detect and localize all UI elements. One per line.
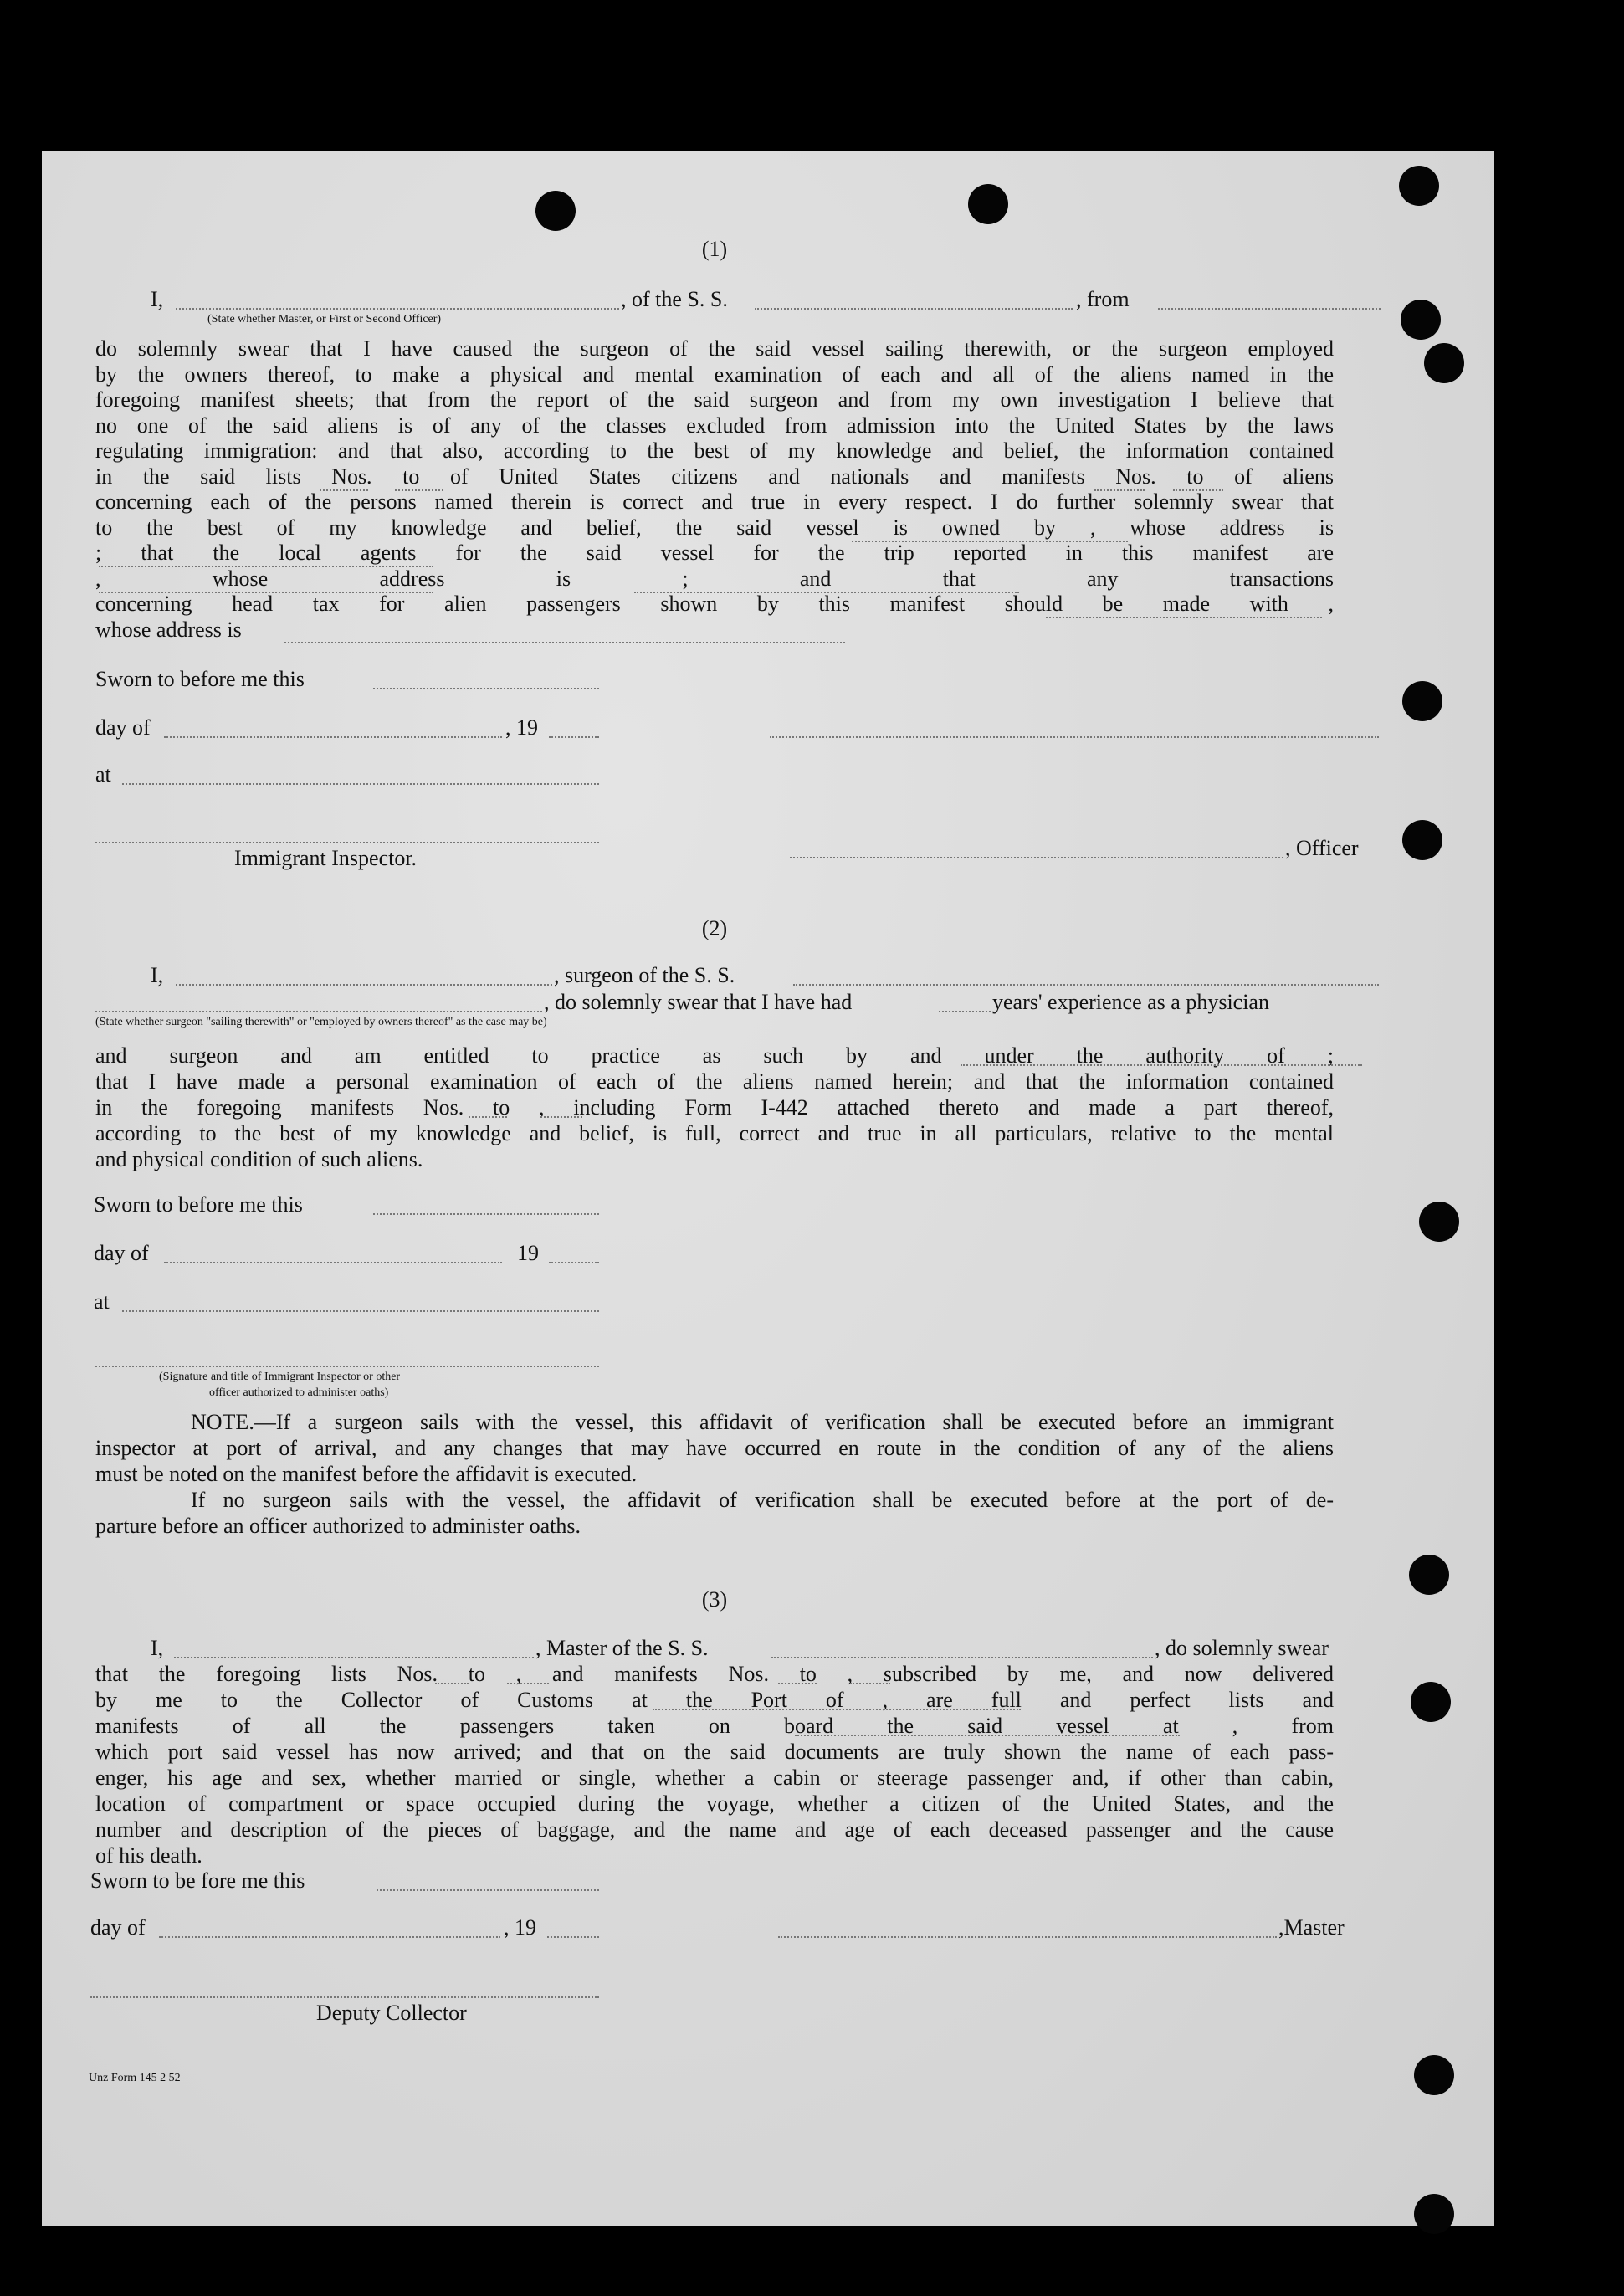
s3-master-name-field[interactable] — [174, 1657, 534, 1658]
s3-sworn-label: Sworn to be fore me this — [90, 1868, 305, 1893]
s3-master-signature-line[interactable] — [778, 1936, 1277, 1938]
punch-hole-right-5 — [1402, 820, 1442, 860]
s1-para-line: by the owners thereof, to make a physical and mental examination of each and all of the aliens named in the — [95, 361, 1334, 387]
s3-year-field[interactable] — [547, 1936, 599, 1938]
s3-deputy-label: Deputy Collector — [316, 2001, 467, 2025]
s1-from-label: , from — [1076, 287, 1130, 311]
note-line: inspector at port of arrival, and any changes that may have occurred en route in the condition of any of the aliens — [95, 1436, 1334, 1460]
s3-para-line: of his death. — [95, 1843, 202, 1868]
s1-head-tax-party-field[interactable] — [1046, 617, 1322, 618]
s2-note-1 — [95, 1409, 1334, 1487]
s1-officer-signature-2-line[interactable] — [790, 857, 1283, 858]
s2-surgeon-name-field[interactable] — [176, 984, 552, 986]
s3-para-line: location of compartment or space occupied during the voyage, whether a citizen of the United States, and the — [95, 1791, 1334, 1816]
s2-i-label: I, — [151, 963, 164, 987]
s2-surgeon-status-field[interactable] — [95, 1011, 542, 1012]
s2-surgeon-of-ss-label: , surgeon of the S. S. — [554, 963, 735, 987]
s3-i-label: I, — [151, 1636, 164, 1660]
punch-hole-right-9 — [1414, 2055, 1454, 2095]
s1-para-line: , whose address is ; and that any transactions — [95, 566, 1334, 591]
s3-sworn-day-field[interactable] — [377, 1889, 599, 1891]
s3-affidavit-paragraph — [95, 1661, 1334, 1868]
s2-swear-label: , do solemnly swear that I have had — [544, 990, 853, 1014]
s2-note-2 — [95, 1487, 1334, 1539]
s1-vessel-name-field[interactable] — [755, 308, 1073, 310]
s2-inspector-signature-line[interactable] — [95, 1366, 599, 1367]
s1-para-line: concerning head tax for alien passengers shown by this manifest should be made with , — [95, 592, 1334, 616]
s2-affidavit-paragraph — [95, 1043, 1334, 1172]
s1-manifests-to-field[interactable] — [1173, 489, 1223, 491]
s1-owner-field[interactable] — [852, 541, 1128, 542]
s3-day-of-label: day of — [90, 1915, 146, 1940]
form-number: Unz Form 145 2 52 — [89, 2072, 181, 2084]
punch-hole-right-1 — [1399, 166, 1439, 206]
s1-para-line: whose address is — [95, 617, 242, 642]
s1-officer-caption: (State whether Master, or First or Second Officer) — [207, 313, 442, 325]
s2-signature-caption-2: officer authorized to administer oaths) — [209, 1386, 389, 1399]
s1-affidavit-paragraph — [95, 336, 1334, 643]
s1-para-line: do solemnly swear that I have caused the surgeon of the said vessel sailing therewith, or the surgeon employed — [95, 336, 1334, 361]
section-2-number: (2) — [701, 916, 728, 940]
s2-day-of-month-field[interactable] — [164, 1262, 502, 1263]
s3-para-line: that the foregoing lists Nos. to , and manifests Nos. to , subscribed by me, and now delivered — [95, 1662, 1334, 1686]
s2-year-field[interactable] — [549, 1262, 599, 1263]
s3-master-label: ,Master — [1278, 1915, 1345, 1940]
s2-para-line: and physical condition of such aliens. — [95, 1147, 423, 1171]
s2-manifests-from-field[interactable] — [469, 1116, 507, 1118]
s2-surgeon-caption: (State whether surgeon "sailing therewith" or "employed by owners thereof" as the case may be) — [95, 1016, 547, 1028]
punch-hole-right-2 — [1401, 300, 1441, 340]
s2-para-line: that I have made a personal examination of each of the aliens named herein; and that the information contained — [95, 1069, 1334, 1094]
s1-manifests-from-field[interactable] — [1094, 489, 1145, 491]
s2-signature-caption-1: (Signature and title of Immigrant Inspector or other — [159, 1371, 401, 1383]
s1-para-line: to the best of my knowledge and belief, the said vessel is owned by , whose address is — [95, 515, 1334, 540]
s1-para-line: ; that the local agents for the said vessel for the trip reported in this manifest are — [95, 541, 1334, 565]
s1-year-field[interactable] — [549, 736, 599, 738]
s1-para-line: no one of the said aliens is of any of the classes excluded from admission into the United States by the laws — [95, 413, 1334, 438]
s2-vessel-name-field[interactable] — [793, 984, 1379, 986]
s3-embark-port-field[interactable] — [795, 1735, 1180, 1736]
punch-hole-right-10 — [1414, 2194, 1454, 2234]
s3-master-of-ss-label: , Master of the S. S. — [535, 1636, 709, 1660]
s1-from-port-field[interactable] — [1158, 308, 1381, 310]
s3-para-line: manifests of all the passengers taken on board the said vessel at , from — [95, 1714, 1334, 1738]
punch-hole-right-8 — [1411, 1682, 1451, 1722]
s3-para-line: enger, his age and sex, whether married or single, whether a cabin or steerage passenger and, if other than cabin, — [95, 1766, 1334, 1790]
s1-para-line: in the said lists Nos. to of United States citizens and nationals and manifests Nos. to of aliens — [95, 464, 1334, 489]
note-line: parture before an officer authorized to administer oaths. — [95, 1514, 581, 1538]
s1-agents-address-field[interactable] — [634, 592, 1019, 593]
s1-lists-from-field[interactable] — [320, 489, 368, 491]
s1-day-of-label: day of — [95, 715, 151, 740]
s1-day-of-month-field[interactable] — [164, 736, 502, 738]
s1-para-line: concerning each of the persons named therein is correct and true in every respect. I do further solemnly swear that — [95, 489, 1334, 514]
s3-para-line: which port said vessel has now arrived; and that on the said documents are truly shown the name of each pass- — [95, 1740, 1334, 1764]
s1-officer-signature-line[interactable] — [770, 736, 1379, 738]
s2-authority-field[interactable] — [961, 1064, 1362, 1066]
s1-at-label: at — [95, 762, 111, 787]
s2-at-label: at — [94, 1289, 110, 1314]
s3-vessel-name-field[interactable] — [771, 1657, 1153, 1658]
punch-hole-top-center — [968, 184, 1008, 224]
s1-head-tax-address-field[interactable] — [284, 642, 845, 643]
s1-para-line: regulating immigration: and that also, according to the best of my knowledge and belief, the information contained — [95, 438, 1334, 463]
s1-sworn-day-field[interactable] — [373, 688, 599, 689]
s2-year-label: 19 — [517, 1241, 539, 1265]
s2-para-line: and surgeon and am entitled to practice as such by and under the authority of ; — [95, 1043, 1334, 1068]
s3-swear-label: , do solemnly swear — [1155, 1636, 1329, 1660]
s1-year-label: , 19 — [505, 715, 538, 740]
s3-manifests-to-field[interactable] — [850, 1683, 890, 1684]
s2-para-line: according to the best of my knowledge and belief, is full, correct and true in all particulars, relative to the mental — [95, 1121, 1334, 1145]
note-line: NOTE.—If a surgeon sails with the vessel, this affidavit of verification shall be executed before an immigrant — [191, 1410, 1334, 1434]
s1-para-line: foregoing manifest sheets; that from the report of the said surgeon and from my own investigation I believe that — [95, 387, 1334, 412]
s1-owner-address-field[interactable] — [99, 566, 433, 567]
s3-para-line: by me to the Collector of Customs at the Port of , are full and perfect lists and — [95, 1688, 1334, 1712]
form-page — [42, 151, 1494, 2226]
s3-deputy-signature-line[interactable] — [90, 1996, 599, 1998]
section-1-number: (1) — [701, 237, 728, 261]
section-3-number: (3) — [701, 1587, 728, 1612]
s3-year-label: , 19 — [504, 1915, 536, 1940]
s1-officer-label: , Officer — [1285, 836, 1359, 860]
s3-para-line: number and description of the pieces of baggage, and the name and age of each deceased passenger and the cause — [95, 1817, 1334, 1842]
note-line: must be noted on the manifest before the affidavit is executed. — [95, 1462, 638, 1486]
s1-sworn-label: Sworn to before me this — [95, 667, 305, 691]
s1-lists-to-field[interactable] — [395, 489, 443, 491]
s2-para-line: in the foregoing manifests Nos. to , including Form I-442 attached thereto and made a part thereof, — [95, 1095, 1334, 1120]
s2-day-of-label: day of — [94, 1241, 149, 1265]
s3-manifests-from-field[interactable] — [778, 1683, 817, 1684]
note-line: If no surgeon sails with the vessel, the affidavit of verification shall be executed before at the port of de- — [191, 1488, 1334, 1512]
s1-agents-field[interactable] — [99, 592, 433, 593]
s2-sworn-label: Sworn to before me this — [94, 1192, 303, 1217]
s3-lists-from-field[interactable] — [435, 1683, 469, 1684]
s1-at-place-field[interactable] — [122, 783, 599, 785]
s1-i-label: I, — [151, 287, 164, 311]
s1-officer-name-field[interactable] — [176, 308, 619, 310]
punch-hole-right-6 — [1419, 1202, 1459, 1242]
s1-inspector-label: Immigrant Inspector. — [234, 846, 418, 870]
s3-lists-to-field[interactable] — [507, 1683, 549, 1684]
s2-sworn-day-field[interactable] — [373, 1213, 599, 1215]
punch-hole-top-left — [535, 191, 576, 231]
s1-inspector-signature-line[interactable] — [95, 842, 599, 843]
s3-day-of-month-field[interactable] — [159, 1936, 500, 1938]
punch-hole-right-7 — [1409, 1555, 1449, 1595]
s1-of-ss-label: , of the S. S. — [621, 287, 728, 311]
punch-hole-right-4 — [1402, 681, 1442, 721]
s3-port-field[interactable] — [653, 1709, 1021, 1710]
s2-years-field[interactable] — [939, 1011, 991, 1012]
punch-hole-right-3 — [1424, 343, 1464, 383]
s2-years-label: years' experience as a physician — [992, 990, 1269, 1014]
s2-at-place-field[interactable] — [122, 1310, 599, 1312]
s2-manifests-to-field[interactable] — [540, 1116, 582, 1118]
